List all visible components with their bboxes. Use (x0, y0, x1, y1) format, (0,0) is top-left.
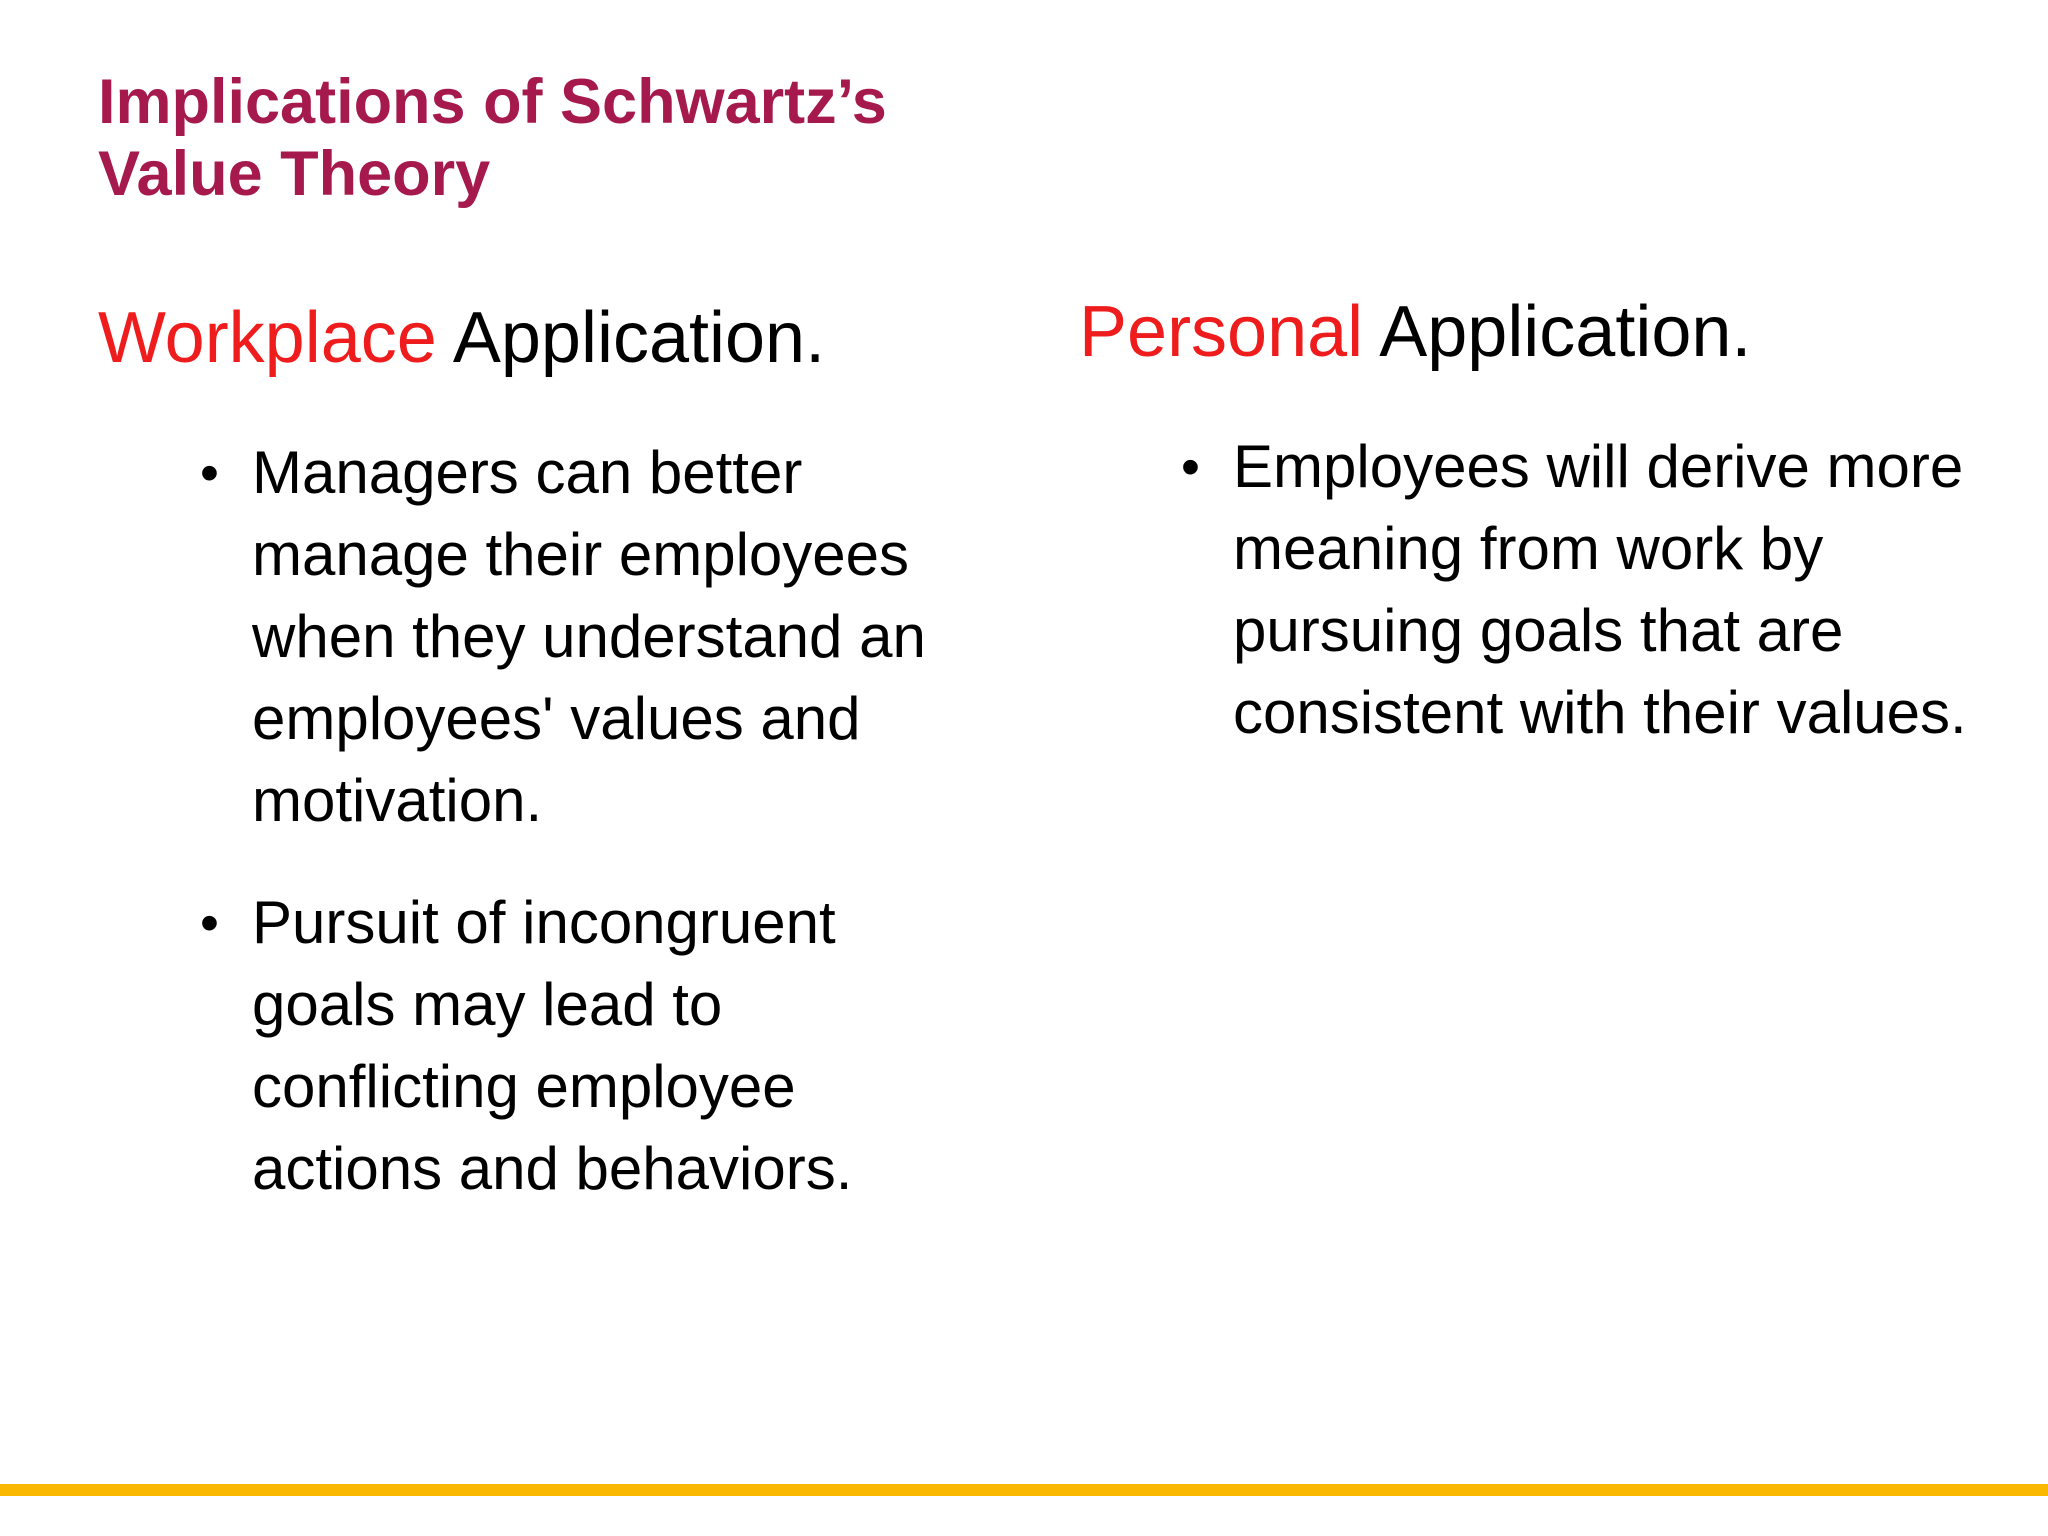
slide-title (98, 66, 1198, 210)
workplace-heading-rest: Application. (436, 298, 826, 378)
bullet-item (98, 882, 998, 1210)
personal-bullet-list (1079, 426, 1979, 754)
bullet-item (98, 432, 998, 842)
bullet-dot-icon: • (200, 443, 219, 503)
workplace-bullet-list (98, 432, 998, 1210)
bullet-text: Managers can better manage their employees when they understand an employees' values and motivation. (252, 439, 926, 834)
bullet-dot-icon: • (200, 893, 219, 953)
bullet-text: Employees will derive more meaning from work by pursuing goals that are consistent with their values. (1233, 433, 1967, 746)
slide-title-line-2: Value Theory (98, 139, 491, 209)
personal-application-heading (1079, 290, 1979, 374)
workplace-heading-accent: Workplace (98, 298, 437, 378)
bullet-text: Pursuit of incongruent goals may lead to conflicting employee actions and behaviors. (252, 889, 853, 1202)
bullet-dot-icon: • (1181, 437, 1200, 497)
workplace-application-heading (98, 296, 998, 380)
workplace-application-column (98, 296, 998, 1250)
personal-heading-accent: Personal (1079, 292, 1364, 372)
bullet-item (1079, 426, 1979, 754)
personal-heading-rest: Application. (1363, 292, 1752, 372)
personal-application-column (1079, 290, 1979, 794)
footer-rule (0, 1484, 2048, 1496)
slide-title-line-1: Implications of Schwartz’s (98, 67, 887, 137)
